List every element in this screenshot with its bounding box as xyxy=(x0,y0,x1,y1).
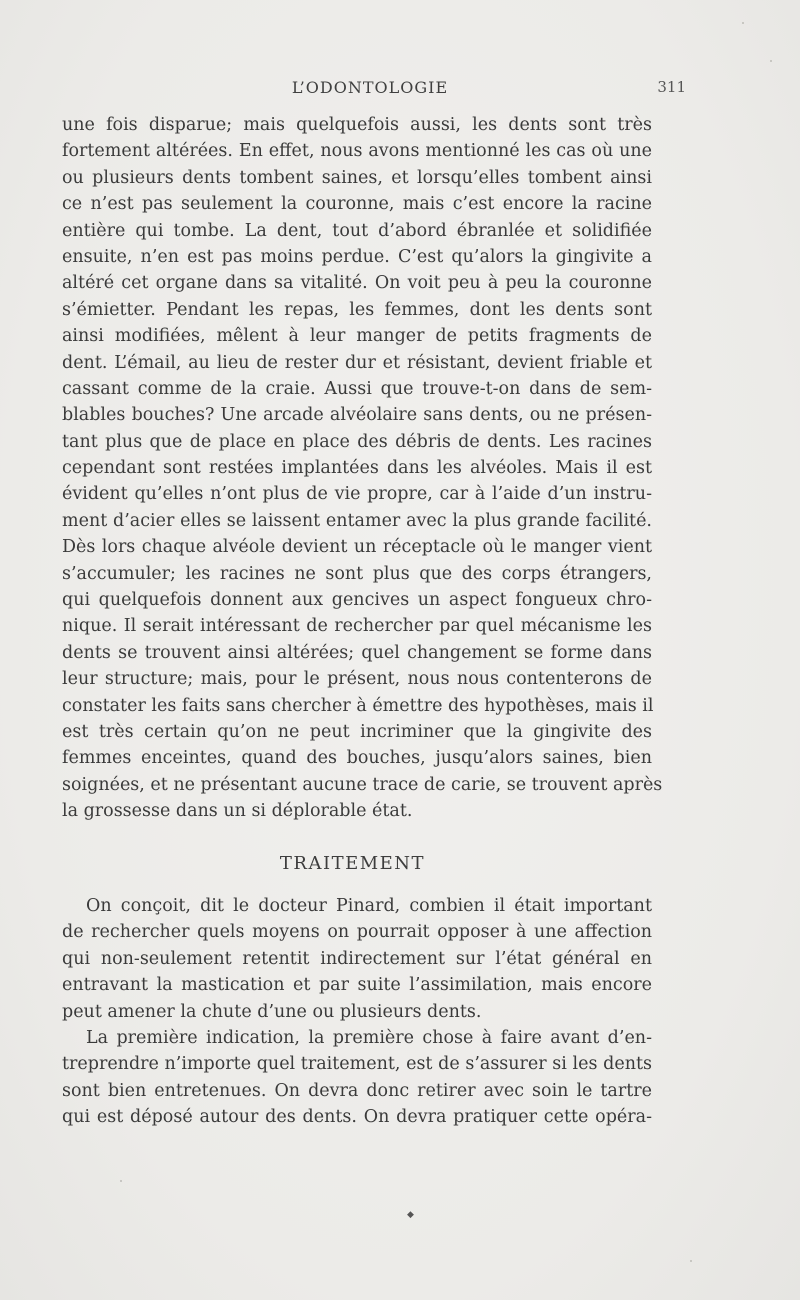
paper-speck xyxy=(690,1260,692,1262)
text-line: blables bouches? Une arcade alvéolaire sans dents, ou ne présen- xyxy=(62,405,652,426)
text-line: ensuite, n’en est pas moins perdue. C’est qu’alors la gingivite a xyxy=(62,246,652,267)
text-line: altéré cet organe dans sa vitalité. On voit peu à peu la couronne xyxy=(62,273,652,294)
text-line: ainsi modifiées, mêlent à leur manger de petits fragments de xyxy=(62,326,652,347)
text-line: ce n’est pas seulement la couronne, mais c’est encore la racine xyxy=(62,194,652,215)
text-line: On conçoit, dit le docteur Pinard, combien il était important xyxy=(86,896,652,916)
text-line: qui non-seulement retentit indirectement sur l’état général en xyxy=(62,948,652,969)
running-title: L’ODONTOLOGIE xyxy=(291,78,449,97)
text-line: évident qu’elles n’ont plus de vie propre, car à l’aide d’un instru- xyxy=(62,484,652,505)
text-line: leur structure; mais, pour le présent, nous nous contenterons de xyxy=(62,669,652,690)
text-line: entière qui tombe. La dent, tout d’abord ébranlée et solidifiée xyxy=(62,220,652,241)
text-line: s’accumuler; les racines ne sont plus que des corps étrangers, xyxy=(62,563,652,584)
text-line: soignées, et ne présentant aucune trace de carie, se trouvent après xyxy=(62,774,663,795)
text-line: qui est déposé autour des dents. On devra pratiquer cette opéra- xyxy=(62,1107,652,1128)
text-line: cassant comme de la craie. Aussi que trouve-t-on dans de sem- xyxy=(62,378,652,399)
ornament-icon: ◆ xyxy=(407,1210,414,1220)
text-line: entravant la mastication et par suite l’assimilation, mais encore xyxy=(62,975,652,996)
text-line: ou plusieurs dents tombent saines, et lorsqu’elles tombent ainsi xyxy=(62,167,652,188)
text-line: femmes enceintes, quand des bouches, jusqu’alors saines, bien xyxy=(62,748,652,769)
text-line: qui quelquefois donnent aux gencives un aspect fongueux chro- xyxy=(62,590,652,611)
text-line: treprendre n’importe quel traitement, est de s’assurer si les dents xyxy=(62,1054,652,1075)
section-heading: TRAITEMENT xyxy=(279,853,426,874)
text-line: constater les faits sans chercher à émettre des hypothèses, mais il xyxy=(62,695,654,716)
text-line: dent. L’émail, au lieu de rester dur et résistant, devient friable et xyxy=(62,352,652,373)
text-line: sont bien entretenues. On devra donc retirer avec soin le tartre xyxy=(62,1080,652,1101)
text-line: ment d’acier elles se laissent entamer avec la plus grande facilité. xyxy=(62,510,652,531)
text-line: une fois disparue; mais quelquefois aussi, les dents sont très xyxy=(62,115,652,135)
paper-speck xyxy=(742,22,744,24)
text-line: La première indication, la première chose à faire avant d’en- xyxy=(86,1027,652,1048)
text-line: tant plus que de place en place des débris de dents. Les racines xyxy=(62,431,652,452)
text-line: est très certain qu’on ne peut incriminer que la gingivite des xyxy=(62,721,652,742)
text-line: peut amener la chute d’une ou plusieurs dents. xyxy=(62,1001,482,1022)
running-head xyxy=(0,78,800,102)
paper-speck xyxy=(770,60,772,62)
text-line: cependant sont restées implantées dans les alvéoles. Mais il est xyxy=(62,458,652,479)
paragraph-2-and-3 xyxy=(62,893,652,1131)
page-number: 311 xyxy=(657,78,686,96)
text-line: de rechercher quels moyens on pourrait opposer à une affection xyxy=(62,922,652,943)
text-line: dents se trouvent ainsi altérées; quel changement se forme dans xyxy=(62,642,652,663)
paragraph-1 xyxy=(62,112,663,825)
text-line: Dès lors chaque alvéole devient un réceptacle où le manger vient xyxy=(62,537,652,558)
text-line: s’émietter. Pendant les repas, les femmes, dont les dents sont xyxy=(62,299,652,320)
text-line: nique. Il serait intéressant de rechercher par quel mécanisme les xyxy=(62,616,652,637)
text-line: la grossesse dans un si déplorable état. xyxy=(62,801,413,822)
text-line: fortement altérées. En effet, nous avons mentionné les cas où une xyxy=(62,141,652,162)
paper-speck xyxy=(120,1180,122,1182)
